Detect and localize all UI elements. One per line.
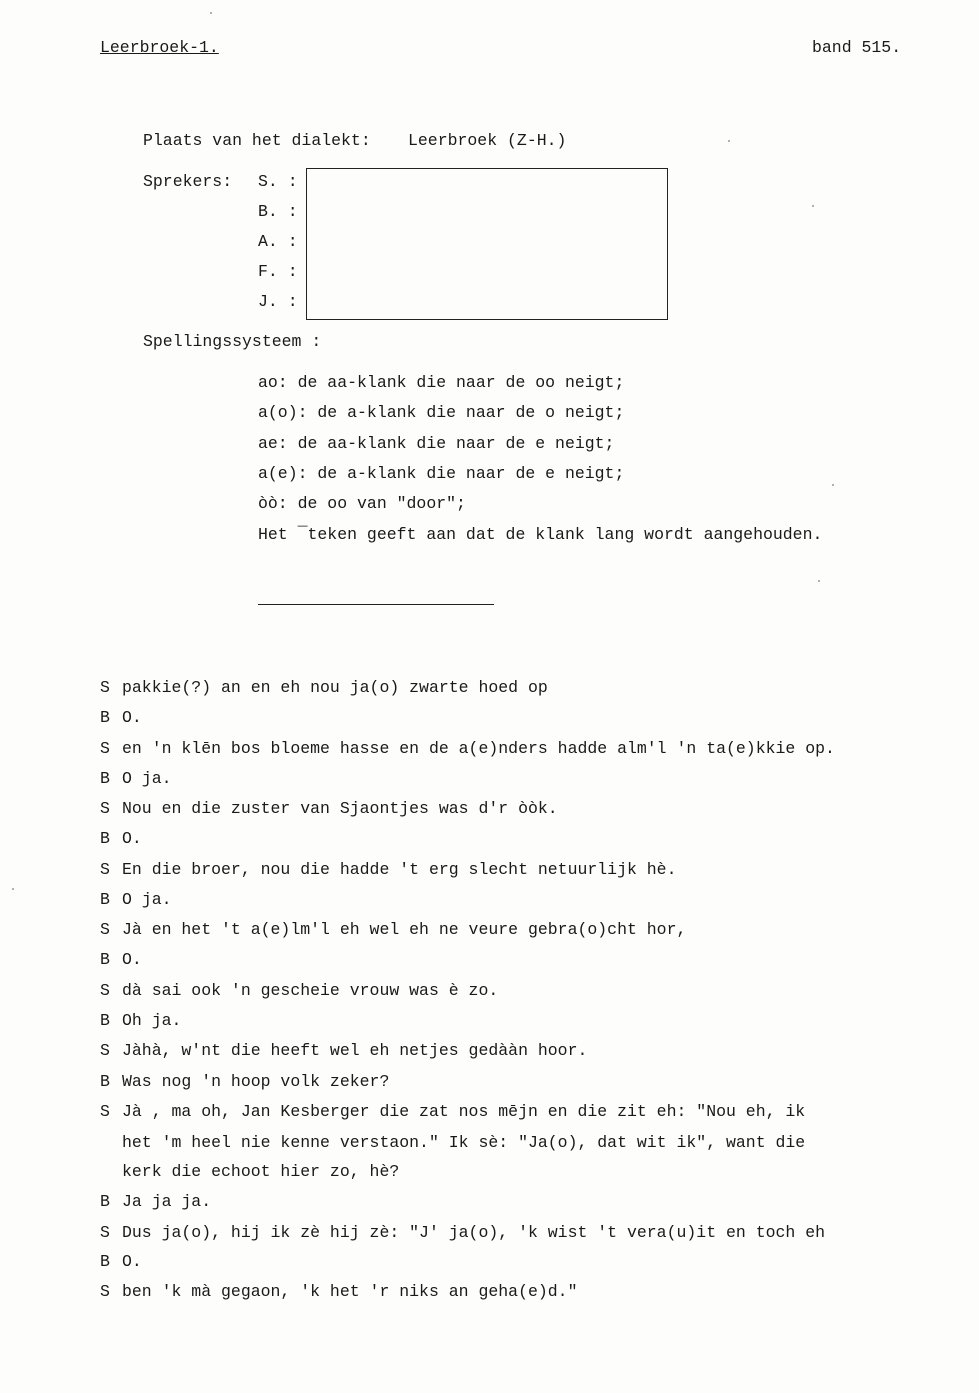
speaker-tag: S (100, 678, 110, 697)
transcript-line (100, 920, 686, 940)
transcript-line (100, 1041, 587, 1061)
scan-speck (12, 888, 14, 890)
scan-speck (818, 580, 820, 582)
utterance-text: en 'n klēn bos bloeme hasse en de a(e)nders hadde alm'l 'n ta(e)kkie op. (122, 739, 835, 758)
scan-speck (728, 140, 730, 142)
utterance-text: En die broer, nou die hadde 't erg slecht netuurlijk hè. (122, 860, 677, 879)
utterance-text: O. (122, 950, 142, 969)
transcript-line (100, 829, 142, 849)
transcript-line (100, 708, 142, 728)
transcript-line (100, 1192, 211, 1212)
speaker-b: B. : (258, 202, 298, 221)
utterance-text: Nou en die zuster van Sjaontjes was d'r òòk. (122, 799, 558, 818)
spelling-label: Spellingssysteem : (143, 332, 322, 351)
speaker-tag: B (100, 829, 110, 848)
transcript-line (100, 950, 142, 970)
speaker-tag: S (100, 860, 110, 879)
transcript-line (100, 1011, 181, 1031)
speaker-tag: B (100, 1192, 110, 1211)
utterance-text: ben 'k mà gegaon, 'k het 'r niks an geha(e)d." (122, 1282, 578, 1301)
utterance-text: O. (122, 829, 142, 848)
speaker-tag: B (100, 1252, 110, 1271)
speaker-f: F. : (258, 262, 298, 281)
utterance-text: het 'm heel nie kenne verstaon." Ik sè: "Ja(o), dat wit ik", want die (122, 1133, 806, 1152)
speaker-tag: S (100, 1282, 110, 1301)
transcript-line (100, 1162, 399, 1182)
transcript-line (100, 678, 548, 698)
speaker-tag: B (100, 890, 110, 909)
utterance-text: Dus ja(o), hij ik zè hij zè: "J' ja(o), 'k wist 't vera(u)it en toch eh (122, 1223, 826, 1242)
utterance-text: Jàhà, w'nt die heeft wel eh netjes gedààn hoor. (122, 1041, 588, 1060)
place-label: Plaats van het dialekt: (143, 131, 371, 150)
transcript-line (100, 890, 172, 910)
speaker-tag: S (100, 920, 110, 939)
spelling-rule: ao: de aa-klank die naar de oo neigt; (258, 373, 625, 392)
transcript-line (100, 769, 172, 789)
spelling-rule: òò: de oo van "door"; (258, 494, 466, 513)
speaker-tag: S (100, 1041, 110, 1060)
speaker-tag: S (100, 1223, 110, 1242)
transcript-line (100, 1252, 142, 1272)
utterance-text: Ja ja ja. (122, 1192, 212, 1211)
utterance-text: O ja. (122, 769, 172, 788)
utterance-text: O. (122, 1252, 142, 1271)
place-value: Leerbroek (Z-H.) (408, 131, 567, 150)
speaker-s: S. : (258, 172, 298, 191)
utterance-text: Was nog 'n hoop volk zeker? (122, 1072, 390, 1091)
transcript-line (100, 860, 677, 880)
utterance-text: pakkie(?) an en eh nou ja(o) zwarte hoed op (122, 678, 548, 697)
scan-speck (832, 484, 834, 486)
transcript-line (100, 739, 835, 759)
speaker-a: A. : (258, 232, 298, 251)
speaker-tag: S (100, 1102, 110, 1121)
transcript-line (100, 981, 498, 1001)
scan-speck (210, 12, 212, 14)
speaker-tag: B (100, 1011, 110, 1030)
speaker-tag: S (100, 739, 110, 758)
transcript-line (100, 1282, 577, 1302)
scan-speck (812, 205, 814, 207)
section-divider (258, 604, 494, 605)
utterance-text: Jà , ma oh, Jan Kesberger die zat nos mējn en die zit eh: "Nou eh, ik (122, 1102, 806, 1121)
speaker-tag: B (100, 708, 110, 727)
spelling-rule: a(e): de a-klank die naar de e neigt; (258, 464, 625, 483)
utterance-text: Jà en het 't a(e)lm'l eh wel eh ne veure gebra(o)cht hor, (122, 920, 687, 939)
speaker-tag: S (100, 981, 110, 1000)
transcript-line (100, 799, 558, 819)
utterance-text: kerk die echoot hier zo, hè? (122, 1162, 400, 1181)
transcript-line (100, 1133, 805, 1153)
transcript-line (100, 1102, 805, 1122)
speaker-tag: B (100, 950, 110, 969)
spelling-rule: Het ¯teken geeft aan dat de klank lang wordt aangehouden. (258, 525, 823, 544)
transcript-line (100, 1223, 825, 1243)
speaker-names-box (306, 168, 668, 320)
speakers-label: Sprekers: (143, 172, 233, 191)
speaker-tag: B (100, 1072, 110, 1091)
speaker-tag: B (100, 769, 110, 788)
document-title: Leerbroek-1. (100, 38, 219, 57)
speaker-j: J. : (258, 292, 298, 311)
transcript-line (100, 1072, 389, 1092)
speaker-tag: S (100, 799, 110, 818)
spelling-rule: a(o): de a-klank die naar de o neigt; (258, 403, 625, 422)
utterance-text: O. (122, 708, 142, 727)
utterance-text: O ja. (122, 890, 172, 909)
utterance-text: Oh ja. (122, 1011, 182, 1030)
spelling-rule: ae: de aa-klank die naar de e neigt; (258, 434, 615, 453)
band-number: band 515. (812, 38, 902, 57)
utterance-text: dà sai ook 'n gescheie vrouw was è zo. (122, 981, 499, 1000)
